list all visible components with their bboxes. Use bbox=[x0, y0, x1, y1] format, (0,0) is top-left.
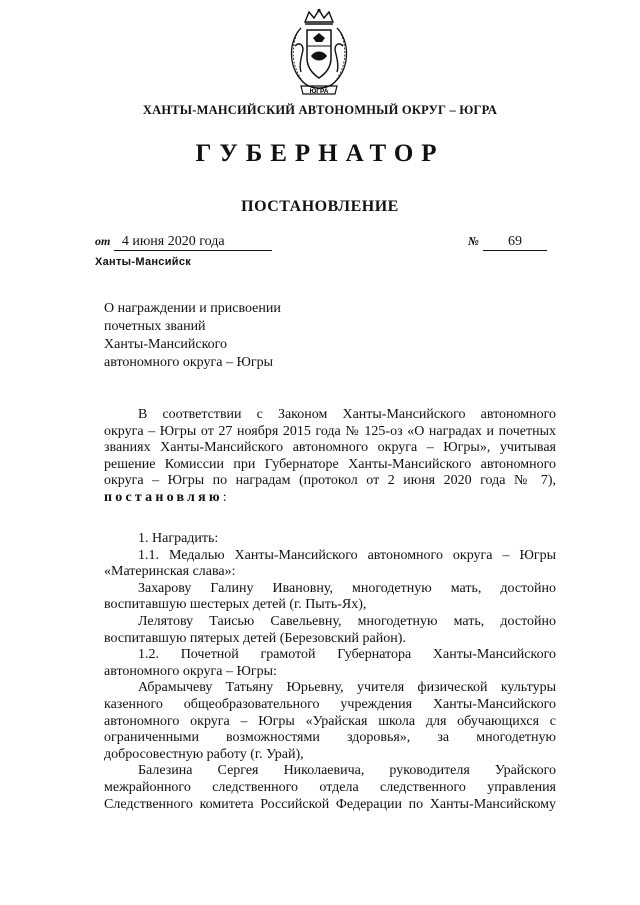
document-city: Ханты-Мансийск bbox=[95, 256, 192, 268]
item-line: казенного общеобразовательного учреждения Ханты-Мансийского bbox=[104, 696, 556, 712]
date-value: 4 июня 2020 года bbox=[114, 234, 272, 251]
subject-line: почетных званий bbox=[104, 319, 206, 334]
decision-items bbox=[104, 531, 556, 813]
preamble-line: округа – Югры от 27 ноября 2015 года № 125-оз «О наградах и почетных bbox=[104, 423, 556, 439]
item-line: Лелятову Таисью Савельевну, многодетную мать, достойно bbox=[138, 613, 556, 629]
document-number bbox=[468, 234, 547, 251]
document-subject bbox=[104, 300, 364, 372]
item-line: 1.1. Медалью Ханты-Мансийского автономного округа – Югры bbox=[138, 547, 556, 563]
coat-of-arms-emblem bbox=[283, 8, 355, 100]
item-line: 1.2. Почетной грамотой Губернатора Ханты-Мансийского bbox=[138, 647, 556, 663]
item-line: Захарову Галину Ивановну, многодетную мать, достойно bbox=[138, 580, 556, 596]
region-heading: ХАНТЫ-МАНСИЙСКИЙ АВТОНОМНЫЙ ОКРУГ – ЮГРА bbox=[142, 103, 498, 117]
number-sign: № bbox=[468, 234, 479, 248]
item-line: Следственного комитета Российской Федерации по Ханты-Мансийскому bbox=[104, 796, 556, 812]
subject-line: О награждении и присвоении bbox=[104, 301, 281, 316]
item-line: добросовестную работу (г. Урай), bbox=[104, 746, 304, 762]
item-line: воспитавшую пятерых детей (Березовский район). bbox=[104, 630, 406, 646]
item-line: 1. Наградить: bbox=[138, 531, 219, 546]
subject-line: Ханты-Мансийского bbox=[104, 337, 228, 352]
item-line: межрайонного следственного отдела следственного управления bbox=[104, 779, 556, 795]
item-line: ограниченными возможностями здоровья», за многодетную bbox=[104, 730, 556, 746]
resolve-line bbox=[104, 490, 556, 507]
subject-line: автономного округа – Югры bbox=[104, 355, 273, 370]
preamble bbox=[104, 407, 556, 507]
item-line: автономного округа – Югры «Урайская школа для обучающихся с bbox=[104, 713, 556, 729]
document-date bbox=[95, 234, 272, 251]
item-line: воспитавшую шестерых детей (г. Пыть-Ях), bbox=[104, 597, 367, 613]
emblem-ribbon-text: ЮГРА bbox=[309, 88, 329, 95]
preamble-line: решение Комиссии при Губернаторе Ханты-Мансийского автономного bbox=[104, 456, 556, 472]
date-prefix: от bbox=[95, 234, 111, 248]
preamble-line: званиях Ханты-Мансийского автономного округа – Югры», учитывая bbox=[104, 440, 556, 456]
item-line: Абрамычеву Татьяну Юрьевну, учителя физической культуры bbox=[138, 680, 556, 696]
document-type-heading: ПОСТАНОВЛЕНИЕ bbox=[241, 198, 399, 215]
resolve-colon: : bbox=[222, 489, 227, 505]
preamble-line: В соответствии с Законом Ханты-Мансийского автономного bbox=[138, 407, 556, 422]
authority-heading: ГУБЕРНАТОР bbox=[195, 140, 445, 167]
item-line: «Материнская слава»: bbox=[104, 564, 236, 580]
item-line: Балезина Сергея Николаевича, руководителя Урайского bbox=[138, 763, 556, 779]
preamble-line: округа – Югры по наградам (протокол от 2 июня 2020 года № 7), bbox=[104, 473, 556, 489]
resolve-word: постановляю bbox=[104, 489, 223, 505]
number-value: 69 bbox=[483, 234, 547, 251]
item-line: автономного округа – Югры: bbox=[104, 663, 277, 679]
